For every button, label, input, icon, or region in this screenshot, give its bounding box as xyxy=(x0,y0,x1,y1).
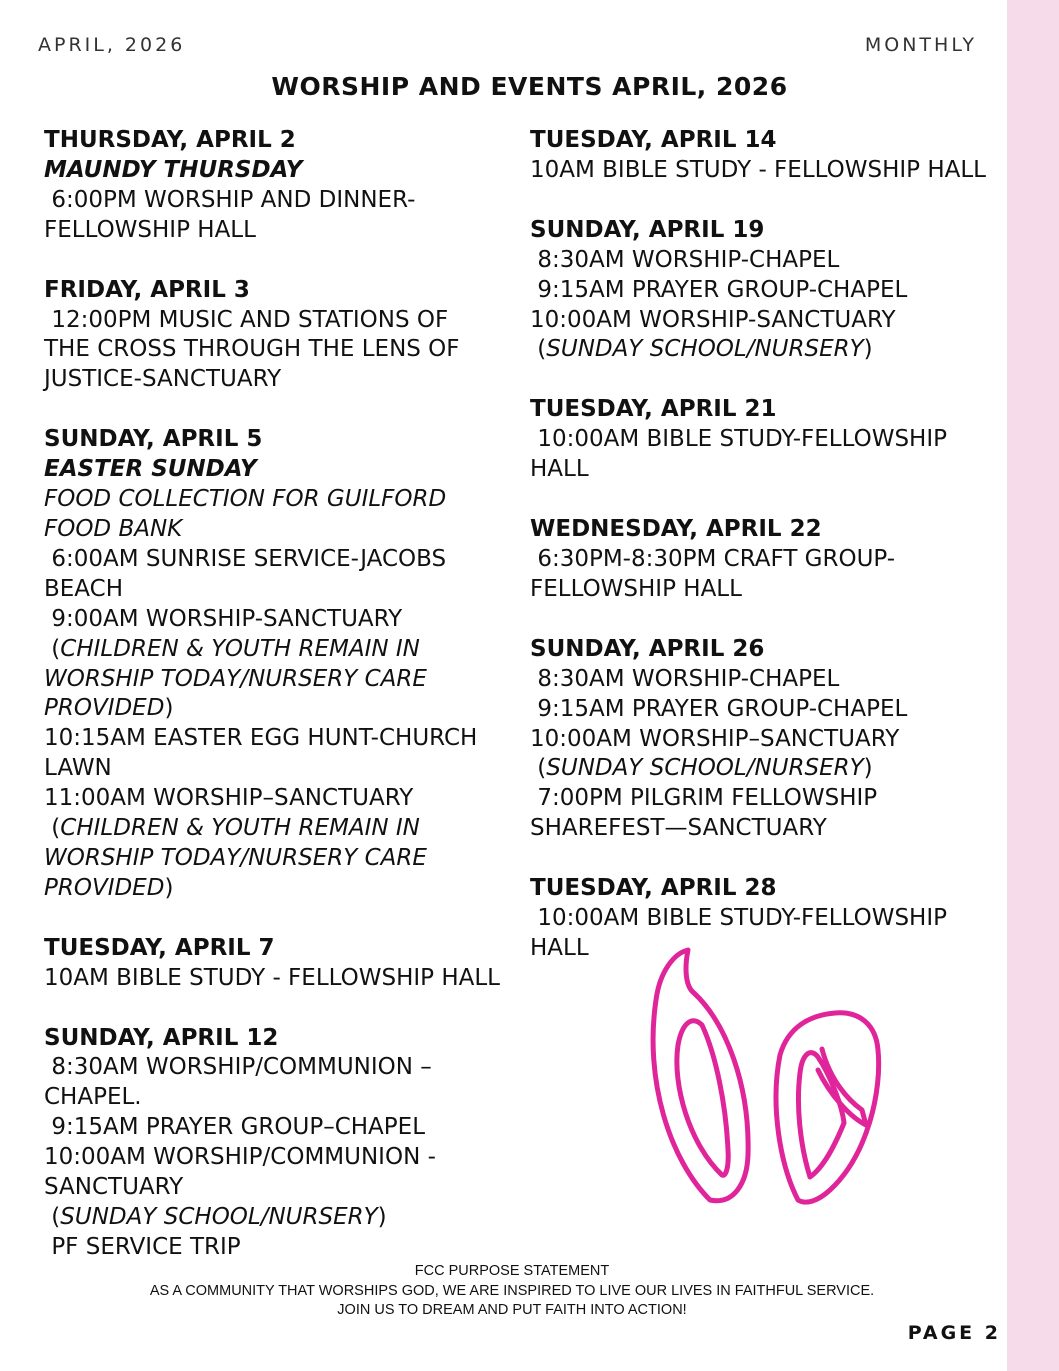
event-line: PF SERVICE TRIP xyxy=(51,1233,241,1260)
event-note: SUNDAY SCHOOL/NURSERY xyxy=(546,755,864,782)
event-line: 6:00AM SUNRISE SERVICE-JACOBS xyxy=(51,545,447,572)
event-line: 9:15AM PRAYER GROUP-CHAPEL xyxy=(537,276,908,303)
event-line: FELLOWSHIP HALL xyxy=(530,575,742,602)
event-line: 6:30PM-8:30PM CRAFT GROUP- xyxy=(537,545,896,572)
event-line: 7:00PM PILGRIM FELLOWSHIP xyxy=(537,785,878,812)
event-line: FOOD COLLECTION FOR GUILFORD xyxy=(44,486,447,513)
event-line: 12:00PM MUSIC AND STATIONS OF xyxy=(51,306,449,333)
bunny-ears-icon xyxy=(630,945,900,1210)
event-day: THURSDAY, APRIL 2 xyxy=(44,127,296,153)
event-sunday-apr-26: SUNDAY, APRIL 26 8:30AM WORSHIP-CHAPEL 9:15AM PRAYER GROUP-CHAPEL 10:00AM WORSHIP–SANCTUARY (SUNDAY SCHOOL/NURSERY) 7:00PM PILGRIM FELLOWSHIP SHAREFEST—SANCTUARY xyxy=(530,635,1010,844)
page-number: PAGE 2 xyxy=(907,1322,1001,1344)
event-line: BEACH xyxy=(44,575,123,602)
event-line: 10:00AM WORSHIP-SANCTUARY xyxy=(530,306,896,333)
purpose-line-2: JOIN US TO DREAM AND PUT FAITH INTO ACTION! xyxy=(337,1302,687,1318)
event-line: SHAREFEST—SANCTUARY xyxy=(530,815,827,842)
event-day: TUESDAY, APRIL 14 xyxy=(530,127,777,153)
event-line: SANCTUARY xyxy=(44,1174,184,1201)
event-day: TUESDAY, APRIL 7 xyxy=(44,934,275,961)
event-day: SUNDAY, APRIL 12 xyxy=(44,1024,279,1051)
event-note: SUNDAY SCHOOL/NURSERY xyxy=(546,336,864,363)
event-note: WORSHIP TODAY/NURSERY CARE xyxy=(44,844,427,871)
event-line: 10AM BIBLE STUDY - FELLOWSHIP HALL xyxy=(530,156,986,183)
event-subtitle: EASTER SUNDAY xyxy=(44,456,257,483)
purpose-statement xyxy=(0,1262,1024,1321)
event-line: 10:00AM WORSHIP/COMMUNION - xyxy=(44,1144,436,1171)
event-line: 10AM BIBLE STUDY - FELLOWSHIP HALL xyxy=(44,964,500,991)
event-line: 8:30AM WORSHIP-CHAPEL xyxy=(537,246,840,273)
side-decor-band xyxy=(1007,0,1059,1371)
event-line: 8:30AM WORSHIP-CHAPEL xyxy=(537,665,840,692)
event-line: 6:00PM WORSHIP AND DINNER- xyxy=(51,186,416,213)
event-line: 11:00AM WORSHIP–SANCTUARY xyxy=(44,785,414,812)
event-line: JUSTICE-SANCTUARY xyxy=(44,366,282,393)
event-day: FRIDAY, APRIL 3 xyxy=(44,276,250,303)
event-day: SUNDAY, APRIL 26 xyxy=(530,635,765,662)
event-day: SUNDAY, APRIL 19 xyxy=(530,216,765,243)
event-note: PROVIDED xyxy=(44,874,165,901)
event-line: 10:00AM BIBLE STUDY-FELLOWSHIP xyxy=(537,426,947,453)
event-line: 10:00AM WORSHIP–SANCTUARY xyxy=(530,725,900,752)
event-line: FELLOWSHIP HALL xyxy=(44,216,256,243)
event-note: CHILDREN & YOUTH REMAIN IN xyxy=(60,635,420,662)
event-line: LAWN xyxy=(44,755,112,782)
event-line: HALL xyxy=(530,456,589,483)
purpose-heading: FCC PURPOSE STATEMENT xyxy=(414,1263,610,1279)
event-note: CHILDREN & YOUTH REMAIN IN xyxy=(60,815,420,842)
event-tuesday-apr-7 xyxy=(44,934,524,994)
event-sunday-apr-19: SUNDAY, APRIL 19 8:30AM WORSHIP-CHAPEL 9:15AM PRAYER GROUP-CHAPEL 10:00AM WORSHIP-SANCTUARY (SUNDAY SCHOOL/NURSERY) xyxy=(530,216,1010,366)
event-tuesday-apr-14 xyxy=(530,126,1010,186)
event-day: TUESDAY, APRIL 28 xyxy=(530,875,777,902)
event-day: WEDNESDAY, APRIL 22 xyxy=(530,516,822,543)
events-left-column xyxy=(44,126,524,1293)
event-subtitle: MAUNDY THURSDAY xyxy=(44,156,303,183)
event-sunday-apr-5: SUNDAY, APRIL 5 EASTER SUNDAY FOOD COLLECTION FOR GUILFORD FOOD BANK 6:00AM SUNRISE SERVICE-JACOBS BEACH 9:00AM WORSHIP-SANCTUARY (CHILDREN & YOUTH REMAIN IN WORSHIP TODAY/NURSERY CARE PROVIDED) 10:15AM EASTER EGG HUNT-CHURCH LAWN 11:00AM WORSHIP–SANCTUARY (CHILDREN & YOUTH REMAIN IN WORSHIP TODAY/NURSERY CARE PROVIDED) xyxy=(44,425,524,904)
event-day: SUNDAY, APRIL 5 xyxy=(44,426,263,453)
event-day: TUESDAY, APRIL 21 xyxy=(530,396,777,423)
event-thursday-apr-2 xyxy=(44,126,524,246)
event-line: 9:00AM WORSHIP-SANCTUARY xyxy=(51,605,403,632)
event-sunday-apr-12: SUNDAY, APRIL 12 8:30AM WORSHIP/COMMUNION – CHAPEL. 9:15AM PRAYER GROUP–CHAPEL 10:00AM WORSHIP/COMMUNION - SANCTUARY (SUNDAY SCHOOL/NURSERY) PF SERVICE TRIP xyxy=(44,1024,524,1263)
event-line: HALL xyxy=(530,934,589,961)
event-line: 8:30AM WORSHIP/COMMUNION – xyxy=(51,1054,432,1081)
event-line: CHAPEL. xyxy=(44,1084,142,1111)
header-frequency: MONTHLY xyxy=(864,34,977,56)
event-note: SUNDAY SCHOOL/NURSERY xyxy=(60,1204,378,1230)
page-title: WORSHIP AND EVENTS APRIL, 2026 xyxy=(271,72,788,101)
event-line: 10:15AM EASTER EGG HUNT-CHURCH xyxy=(44,725,478,752)
purpose-line-1: AS A COMMUNITY THAT WORSHIPS GOD, WE ARE INSPIRED TO LIVE OUR LIVES IN FAITHFUL SERVICE. xyxy=(149,1282,875,1299)
event-line: THE CROSS THROUGH THE LENS OF xyxy=(44,336,460,363)
event-friday-apr-3 xyxy=(44,276,524,396)
event-line: 9:15AM PRAYER GROUP–CHAPEL xyxy=(51,1114,426,1141)
event-note: PROVIDED xyxy=(44,695,165,722)
event-line: 10:00AM BIBLE STUDY-FELLOWSHIP xyxy=(537,905,947,932)
event-note: WORSHIP TODAY/NURSERY CARE xyxy=(44,665,427,692)
event-line: FOOD BANK xyxy=(44,515,183,542)
events-right-column xyxy=(530,126,1010,994)
header-month: APRIL, 2026 xyxy=(38,34,186,56)
event-tuesday-apr-21 xyxy=(530,395,1010,485)
event-line: 9:15AM PRAYER GROUP-CHAPEL xyxy=(537,695,908,722)
event-wednesday-apr-22 xyxy=(530,515,1010,605)
